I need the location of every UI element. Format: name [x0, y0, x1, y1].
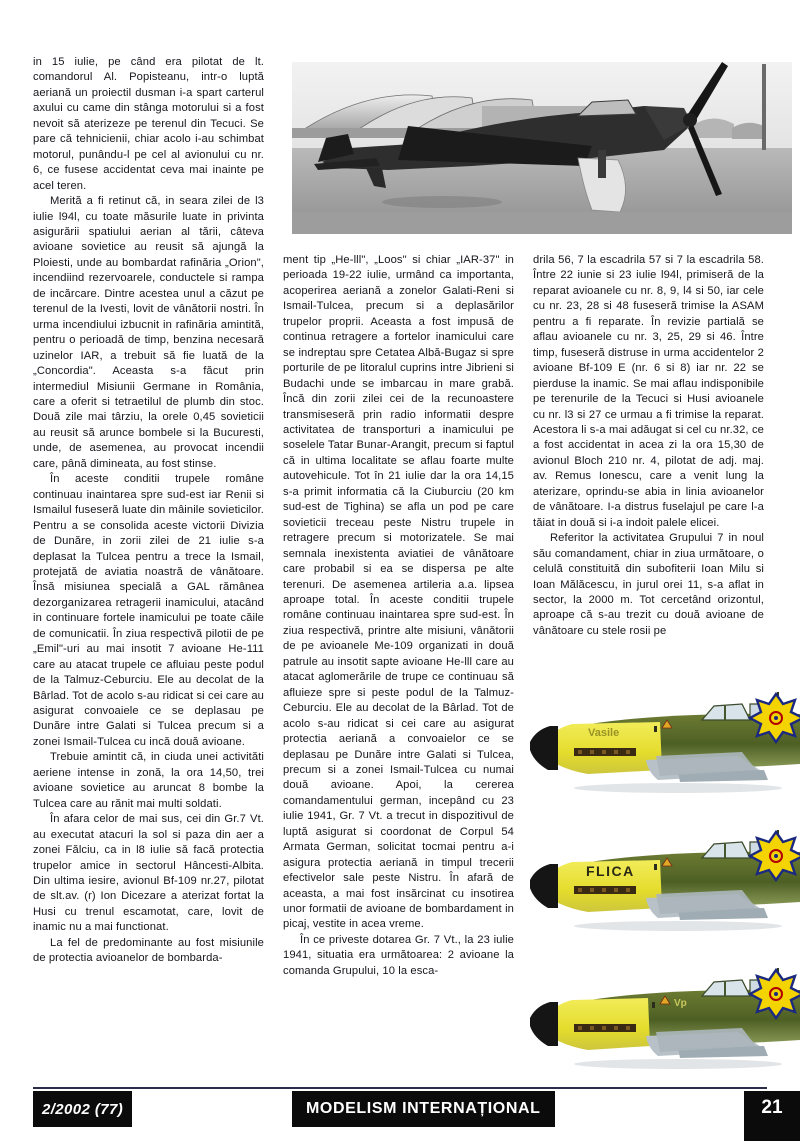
aircraft-profile-1: [528, 690, 800, 802]
svg-text:Vasile: Vasile: [588, 727, 620, 739]
text-column-3: [533, 253, 764, 639]
paragraph: În ce priveste dotarea Gr. 7 Vt., la 23 iulie 1941, situatia era următoarea: 2 avioane la comanda Grupului, 10 la esca-: [283, 933, 514, 977]
footer-magazine-title: MODELISM INTERNAȚIONAL: [292, 1091, 555, 1127]
paragraph: Trebuie amintit că, in ciuda unei activităti aeriene intense in zonă, la ora 14,50, trei avioane sovietice au aruncat 8 bombe la Tulcea care au rănit mai multi soldati.: [33, 751, 264, 810]
text-column-1: [33, 55, 264, 967]
page-footer: [0, 1087, 800, 1141]
paragraph: ment tip „He-lll", „Loos" si chiar „IAR-37" in perioada 19-22 iulie, urmând ca importanta, acoperirea aeriană a zonelor Galati-Reni si Ismail-Tulcea, precum si a deplasărilor trupelor proprii. Aceasta a fost impusă de continua retragere a fortelor inamicului care se indreptau spre Cetatea Albă-Bugaz si spre porturile de pe litoralul cuprins intre Jibrieni si Budachi unde se imbarcau in mare grabă. Încă din zorii zilei cei de la recunoastere transmiseseră prin radio informatii despre activitatea de transporturi a inamicului pe soselele Tatar Bunar-Arangit, precum si faptul că in ultima localitate se aflau foarte multe autovehicule. Tot în 21 iulie dar la ora 14,15 s-a primit informatia că la Ciuburciu (20 km sud-est de Tighina) se afla un pod pe care sovieticii treceau peste Nistru trupele in retragere precum si motorizatele. Se mai semnala inexistenta aviatiei de vânătoare care probabil si ea se dispersa pe alte terenuri. De asemenea artileria a.a. lipsea aproape total. În aceste conditii trupele române continuau inaintarea spre sud-est. În ziua respectivă, printre alte misiuni, vânătorii de pe avioanele Me-109 organizati in două patrule au insotit sapte avioane He-lll care au atacat aglomerările de trupe ce continuau să afluieze spre si peste podul de la Talmuz-Ceburciu. Ele au decolat de la Bârlad. Tot de acolo s-au ridicat si cei care au asigurat protectia aeriană a convoaielor ce se deplasau pe Dunăre intre Galati si Tulcea, precum si a zonei Ismail-Tulcea cu numai două avioane. Apoi, la cererea comandamentului german, incepând cu 23 iulie 1941, Gr. 7 Vt. a trecut in dispozitivul de luptă asigurat si coordonat de Corpul 54 Armata German, solicitat tocmai pentru a-i asigura protectia aeriană in timpul trecerii efectivelor sale peste Nistru. În afară de aceasta, a mai fost insărcinat cu insotirea unor formatii de avioane de bombardament in picaj, vestite in acea vreme.: [283, 254, 514, 931]
svg-text:FLICA: FLICA: [586, 863, 635, 879]
svg-text:Vp: Vp: [674, 998, 687, 1009]
footer-page-number: 21: [744, 1091, 800, 1141]
paragraph: În aceste conditii trupele române continuau inaintarea spre sud-est iar Renii si Ismailul fuseseră luate din mâinile sovieticilor. Pentru a se consolida aceste victorii Divizia de Dunăre, in zorii zilei de 21 iulie s-a deplasat la Tulcea pentru a trece la Ismail, protejată de aviatia noastră de vânătoare. Însă misiunea specială a GAL rămânea dezorganizarea retragerii inamicului, atacând in continuare fortele inamicului pe toate căile de comunicatii. În ziua respectivă pilotii de pe „Emil"-uri au mai insotit 7 avioane He-111 care au atacat trupele ce afluiau peste podul de la Talmuz-Ceburciu. Ele au decolat de la Bârlad. Tot de acolo s-au ridicat si cei care au asigurat convoaiele ce se deplasau pe Dunăre intre Galati si Tulcea precum si a zonei Ismail-Tulcea cu incă două avioane.: [33, 473, 264, 748]
aircraft-profile-2: [528, 828, 800, 940]
paragraph: Referitor la activitatea Grupului 7 in noul său comandament, chiar in ziua următoare, o celulă constituită din subofiterii Ioan Milu si Ioan Mălăcescu, in jurul orei 11, s-a aflat in sector, la 2000 m. Tot cercetând orizontul, aproape că s-au trezit cu două avioane de vânătoare cu stele rosii pe: [533, 532, 764, 637]
aircraft-profile-illustrations: [528, 690, 800, 1082]
paragraph: drila 56, 7 la escadrila 57 si 7 la escadrila 58. Între 22 iunie si 23 iulie l94l, primiseră de la reparat avioanele cu nr. 8, 9, l4 si 50, iar cele cu nr. 23, 28 si 48 fuseseră trimise la ASAM pentru a fi reparate. În revizie partială se aflau avioanele cu nr. 3, 25, 29 si 46. Între timp, fuseseră distruse in urma accidentelor 2 avioane Bf-109 E (nr. 6 si 8) iar nr. 22 se pierduse la inamic. Se mai aflau indisponibile pe terenurile de la Tecuci si Husi avioanele cu nr. l3 si 27 ce urmau a fi trimise la reparat. Acestora li s-a mai adăugat si cel cu nr.32, ce a fost accidentat in acea zi la ora 15,30 de avionul Bloch 210 nr. 4, pilotat de adj. maj. av. Remus Ionescu, care a venit lung la aterizare, oprindu-se abia in linia avioanelor de vânătoare. I-a distrus fuselajul pe care l-a tăiat in două si i-a indoit palele elicei.: [533, 254, 764, 529]
aircraft-photograph: [292, 62, 792, 234]
bf109-side-profile: [528, 690, 800, 802]
bf109-side-profile: [528, 966, 800, 1078]
bf109-side-profile: [528, 828, 800, 940]
footer-divider-rule: [33, 1087, 767, 1089]
paragraph: Merită a fi retinut că, in seara zilei de l3 iulie l94l, cu toate măsurile luate in privinta asigurării spatiului aerian al tării, câteva avioane sovietice au reusit să ajungă la Ploiesti, unde au bombardat rafinăria „Orion", incendiind rezervoarele, conductele si rampa de incărcare. Dintre acestea unul a căzut pe terenul de la Ivesti, lovit de vânătorii nostri. În urma incendiului izbucnit in rafinăria amintită, pentru o perioadă de timp, benzina necesară uzinelor IAR, a trebuit să fie luată de la „Concordia". Aceasta s-a făcut prin intermediul Misiunii Germane in România, care a oferit si tetraetilul de plumb din stoc. Două zile mai târziu, la orele 0,45 sovieticii au reusit să arunce bombele si la Bucuresti, unde, de asemenea, au provocat incendii care, până dimineata, au fost stinse.: [33, 195, 264, 470]
paragraph: La fel de predominante au fost misiunile de protectia avioanelor de bombarda-: [33, 936, 264, 965]
paragraph: in 15 iulie, pe când era pilotat de lt. comandorul Al. Popisteanu, intr-o luptă aeriană un proiectil dusman i-a spart carterul axului cu came din stânga motorului si a fost nevoit să aterizeze pe terenul din Tecuci. Se pare că tehnicienii, chiar acolo i-au schimbat motorul, punându-l pe cel al avionului cu nr. 6, ce fusese accidentat ceva mai inainte pe acel teren.: [33, 56, 264, 192]
paragraph: În afara celor de mai sus, cei din Gr.7 Vt. au executat atacuri la sol si paza din aer a zonei Fălciu, ca in l8 iulie să facă protectia trupelor amice in sectorul Hâncesti-Albita. Din ultima iesire, avionul Bf-109 nr.27, pilotat de slt.av. (r) Ion Dicezare a aterizat fortat la Husi cu trenul escamotat, care, lovit de inamic nu a mai functionat.: [33, 813, 264, 934]
photo-illustration: [292, 62, 792, 234]
text-column-2: [283, 253, 514, 979]
footer-issue-number: 2/2002 (77): [33, 1091, 132, 1127]
aircraft-profile-3: [528, 966, 800, 1078]
